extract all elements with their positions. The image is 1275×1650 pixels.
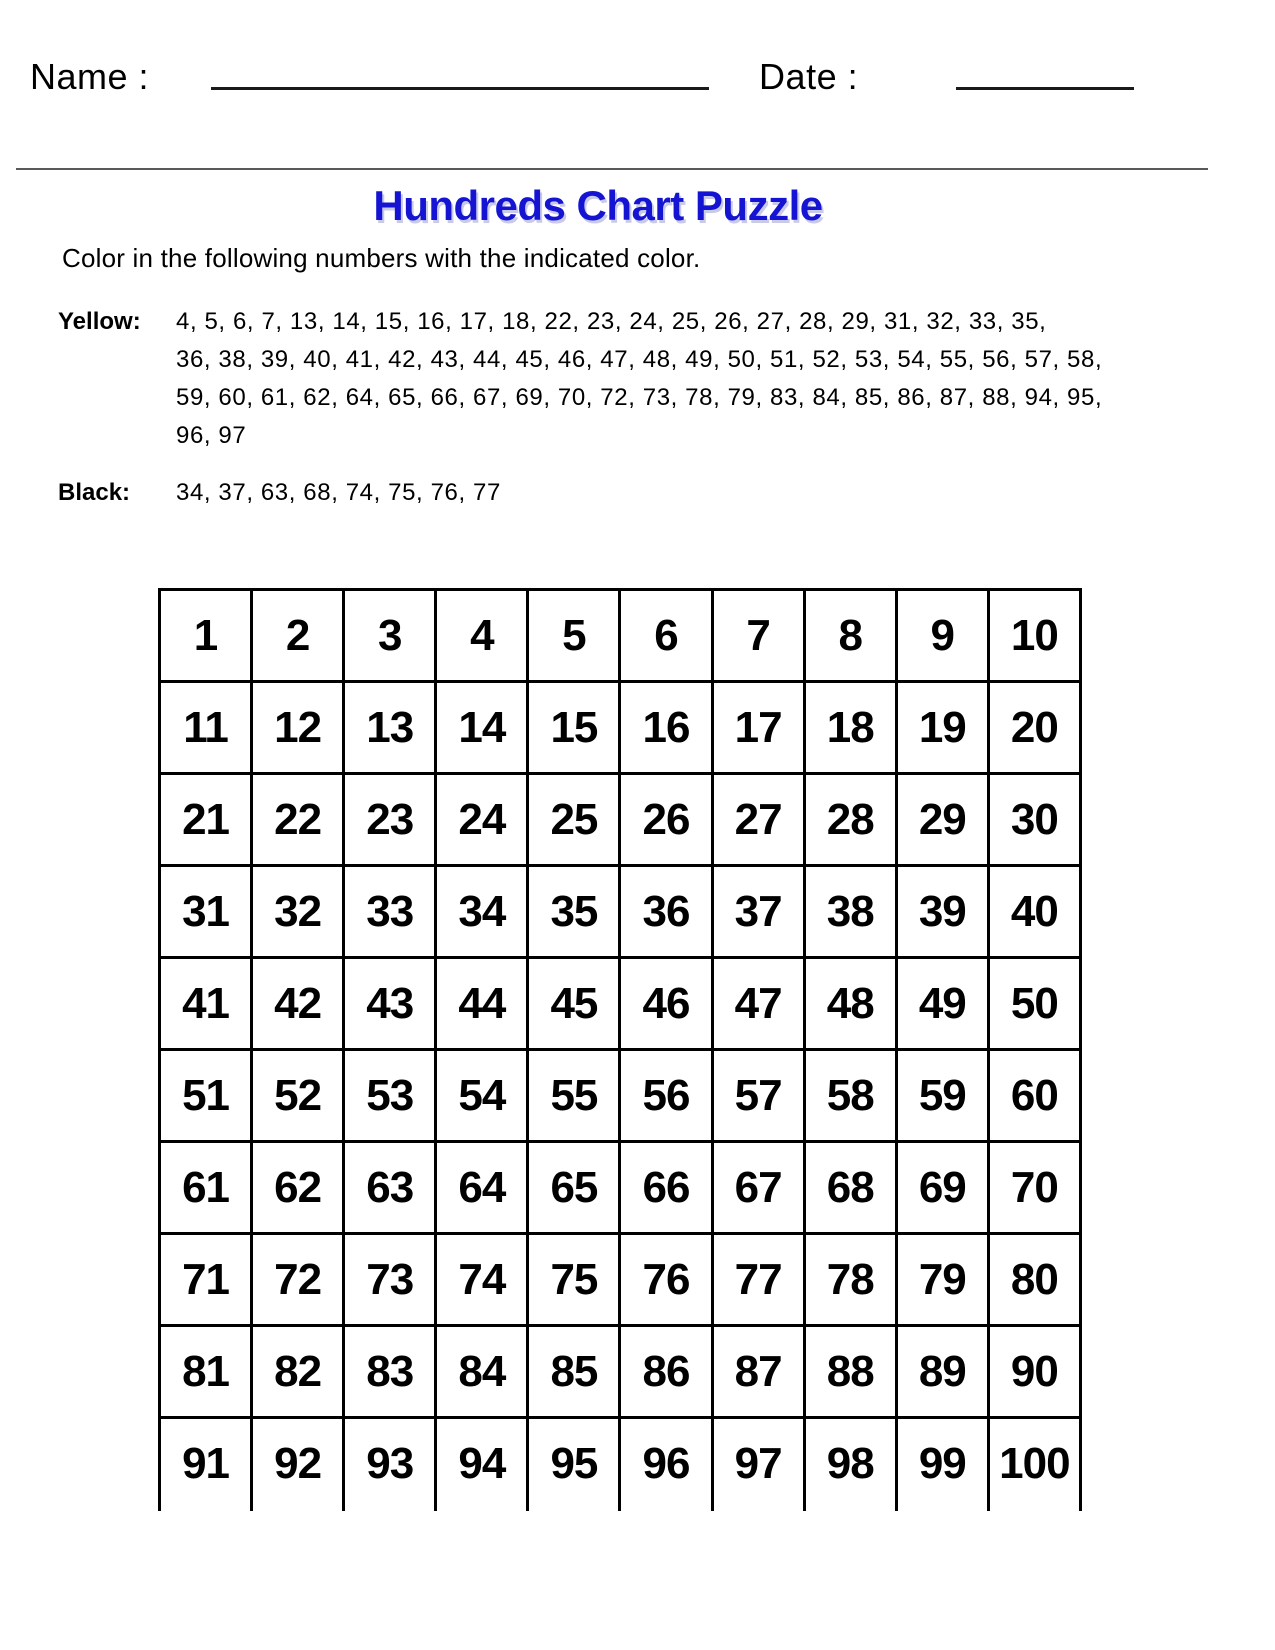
- grid-cell-2[interactable]: 2: [252, 590, 344, 682]
- name-label: Name :: [30, 56, 150, 97]
- grid-cell-43[interactable]: 43: [344, 958, 436, 1050]
- grid-cell-49[interactable]: 49: [896, 958, 988, 1050]
- grid-cell-97[interactable]: 97: [712, 1418, 804, 1510]
- grid-cell-93[interactable]: 93: [344, 1418, 436, 1510]
- grid-cell-62[interactable]: 62: [252, 1142, 344, 1234]
- table-row: [160, 866, 1081, 958]
- hundreds-chart-grid: [158, 588, 1070, 1511]
- table-row: [160, 1326, 1081, 1418]
- grid-cell-68[interactable]: 68: [804, 1142, 896, 1234]
- grid-cell-99[interactable]: 99: [896, 1418, 988, 1510]
- grid-cell-6[interactable]: 6: [620, 590, 712, 682]
- grid-cell-91[interactable]: 91: [160, 1418, 252, 1510]
- grid-cell-21[interactable]: 21: [160, 774, 252, 866]
- table-row: [160, 774, 1081, 866]
- grid-cell-96[interactable]: 96: [620, 1418, 712, 1510]
- grid-cell-94[interactable]: 94: [436, 1418, 528, 1510]
- grid-cell-12[interactable]: 12: [252, 682, 344, 774]
- grid-cell-82[interactable]: 82: [252, 1326, 344, 1418]
- number-line: 34, 37, 63, 68, 74, 75, 76, 77: [176, 479, 501, 506]
- grid-cell-89[interactable]: 89: [896, 1326, 988, 1418]
- grid-cell-3[interactable]: 3: [344, 590, 436, 682]
- grid-cell-74[interactable]: 74: [436, 1234, 528, 1326]
- grid-cell-35[interactable]: 35: [528, 866, 620, 958]
- number-line: 59, 60, 61, 62, 64, 65, 66, 67, 69, 70, 72, 73, 78, 79, 83, 84, 85, 86, 87, 88, 94, 95,: [176, 384, 1103, 411]
- grid-cell-85[interactable]: 85: [528, 1326, 620, 1418]
- color-list-yellow-label: Yellow:: [58, 308, 141, 335]
- grid-cell-10[interactable]: 10: [988, 590, 1080, 682]
- grid-cell-11[interactable]: 11: [160, 682, 252, 774]
- hundreds-table: [158, 588, 1082, 1511]
- table-row: [160, 1142, 1081, 1234]
- grid-cell-33[interactable]: 33: [344, 866, 436, 958]
- grid-cell-64[interactable]: 64: [436, 1142, 528, 1234]
- grid-cell-86[interactable]: 86: [620, 1326, 712, 1418]
- color-list-black-numbers: [176, 474, 1151, 512]
- grid-cell-38[interactable]: 38: [804, 866, 896, 958]
- grid-cell-90[interactable]: 90: [988, 1326, 1080, 1418]
- grid-cell-5[interactable]: 5: [528, 590, 620, 682]
- grid-cell-1[interactable]: 1: [160, 590, 252, 682]
- grid-cell-44[interactable]: 44: [436, 958, 528, 1050]
- grid-cell-95[interactable]: 95: [528, 1418, 620, 1510]
- grid-cell-14[interactable]: 14: [436, 682, 528, 774]
- grid-cell-9[interactable]: 9: [896, 590, 988, 682]
- grid-cell-40[interactable]: 40: [988, 866, 1080, 958]
- page-title: Hundreds Chart Puzzle: [373, 182, 823, 229]
- date-label: Date :: [759, 56, 859, 97]
- grid-cell-58[interactable]: 58: [804, 1050, 896, 1142]
- grid-cell-78[interactable]: 78: [804, 1234, 896, 1326]
- grid-cell-50[interactable]: 50: [988, 958, 1080, 1050]
- grid-cell-61[interactable]: 61: [160, 1142, 252, 1234]
- grid-cell-34[interactable]: 34: [436, 866, 528, 958]
- table-row: [160, 590, 1081, 682]
- grid-cell-71[interactable]: 71: [160, 1234, 252, 1326]
- grid-cell-83[interactable]: 83: [344, 1326, 436, 1418]
- grid-cell-72[interactable]: 72: [252, 1234, 344, 1326]
- grid-cell-46[interactable]: 46: [620, 958, 712, 1050]
- grid-cell-25[interactable]: 25: [528, 774, 620, 866]
- grid-cell-76[interactable]: 76: [620, 1234, 712, 1326]
- grid-cell-39[interactable]: 39: [896, 866, 988, 958]
- grid-cell-65[interactable]: 65: [528, 1142, 620, 1234]
- grid-cell-36[interactable]: 36: [620, 866, 712, 958]
- grid-cell-7[interactable]: 7: [712, 590, 804, 682]
- grid-cell-56[interactable]: 56: [620, 1050, 712, 1142]
- grid-cell-70[interactable]: 70: [988, 1142, 1080, 1234]
- grid-cell-27[interactable]: 27: [712, 774, 804, 866]
- grid-cell-59[interactable]: 59: [896, 1050, 988, 1142]
- number-line: 36, 38, 39, 40, 41, 42, 43, 44, 45, 46, 47, 48, 49, 50, 51, 52, 53, 54, 55, 56, 57, 58,: [176, 346, 1103, 373]
- grid-cell-48[interactable]: 48: [804, 958, 896, 1050]
- instruction-text: Color in the following numbers with the indicated color.: [62, 243, 701, 273]
- grid-cell-57[interactable]: 57: [712, 1050, 804, 1142]
- grid-cell-37[interactable]: 37: [712, 866, 804, 958]
- grid-cell-26[interactable]: 26: [620, 774, 712, 866]
- grid-cell-69[interactable]: 69: [896, 1142, 988, 1234]
- grid-cell-88[interactable]: 88: [804, 1326, 896, 1418]
- grid-cell-16[interactable]: 16: [620, 682, 712, 774]
- grid-cell-98[interactable]: 98: [804, 1418, 896, 1510]
- grid-cell-45[interactable]: 45: [528, 958, 620, 1050]
- grid-cell-54[interactable]: 54: [436, 1050, 528, 1142]
- grid-cell-4[interactable]: 4: [436, 590, 528, 682]
- name-write-line[interactable]: [211, 87, 709, 90]
- grid-cell-63[interactable]: 63: [344, 1142, 436, 1234]
- grid-cell-75[interactable]: 75: [528, 1234, 620, 1326]
- number-line: 96, 97: [176, 422, 247, 449]
- grid-cell-66[interactable]: 66: [620, 1142, 712, 1234]
- table-row: [160, 958, 1081, 1050]
- grid-cell-28[interactable]: 28: [804, 774, 896, 866]
- grid-cell-73[interactable]: 73: [344, 1234, 436, 1326]
- grid-cell-23[interactable]: 23: [344, 774, 436, 866]
- grid-cell-24[interactable]: 24: [436, 774, 528, 866]
- grid-cell-81[interactable]: 81: [160, 1326, 252, 1418]
- grid-cell-67[interactable]: 67: [712, 1142, 804, 1234]
- grid-cell-80[interactable]: 80: [988, 1234, 1080, 1326]
- grid-cell-18[interactable]: 18: [804, 682, 896, 774]
- color-list-yellow: [58, 303, 1151, 455]
- color-list-yellow-numbers: [176, 303, 1151, 455]
- date-write-line[interactable]: [956, 87, 1134, 90]
- grid-cell-15[interactable]: 15: [528, 682, 620, 774]
- grid-cell-79[interactable]: 79: [896, 1234, 988, 1326]
- grid-cell-32[interactable]: 32: [252, 866, 344, 958]
- color-list-black-label: Black:: [58, 479, 131, 506]
- color-list-black: [58, 474, 1151, 512]
- header-divider: [16, 168, 1208, 170]
- grid-cell-47[interactable]: 47: [712, 958, 804, 1050]
- grid-cell-42[interactable]: 42: [252, 958, 344, 1050]
- grid-cell-87[interactable]: 87: [712, 1326, 804, 1418]
- grid-cell-19[interactable]: 19: [896, 682, 988, 774]
- grid-cell-53[interactable]: 53: [344, 1050, 436, 1142]
- grid-cell-77[interactable]: 77: [712, 1234, 804, 1326]
- grid-cell-41[interactable]: 41: [160, 958, 252, 1050]
- grid-cell-22[interactable]: 22: [252, 774, 344, 866]
- grid-cell-29[interactable]: 29: [896, 774, 988, 866]
- grid-cell-100[interactable]: 100: [988, 1418, 1080, 1510]
- grid-cell-92[interactable]: 92: [252, 1418, 344, 1510]
- grid-cell-17[interactable]: 17: [712, 682, 804, 774]
- grid-cell-52[interactable]: 52: [252, 1050, 344, 1142]
- name-date-header: [0, 42, 1275, 112]
- table-row: [160, 1050, 1081, 1142]
- grid-cell-31[interactable]: 31: [160, 866, 252, 958]
- grid-cell-55[interactable]: 55: [528, 1050, 620, 1142]
- grid-cell-8[interactable]: 8: [804, 590, 896, 682]
- table-row: [160, 1418, 1081, 1510]
- hundreds-table-body: [160, 590, 1081, 1510]
- grid-cell-30[interactable]: 30: [988, 774, 1080, 866]
- grid-cell-84[interactable]: 84: [436, 1326, 528, 1418]
- number-line: 4, 5, 6, 7, 13, 14, 15, 16, 17, 18, 22, 23, 24, 25, 26, 27, 28, 29, 31, 32, 33, 35,: [176, 308, 1047, 335]
- grid-cell-51[interactable]: 51: [160, 1050, 252, 1142]
- table-row: [160, 682, 1081, 774]
- grid-cell-20[interactable]: 20: [988, 682, 1080, 774]
- table-row: [160, 1234, 1081, 1326]
- grid-cell-60[interactable]: 60: [988, 1050, 1080, 1142]
- grid-cell-13[interactable]: 13: [344, 682, 436, 774]
